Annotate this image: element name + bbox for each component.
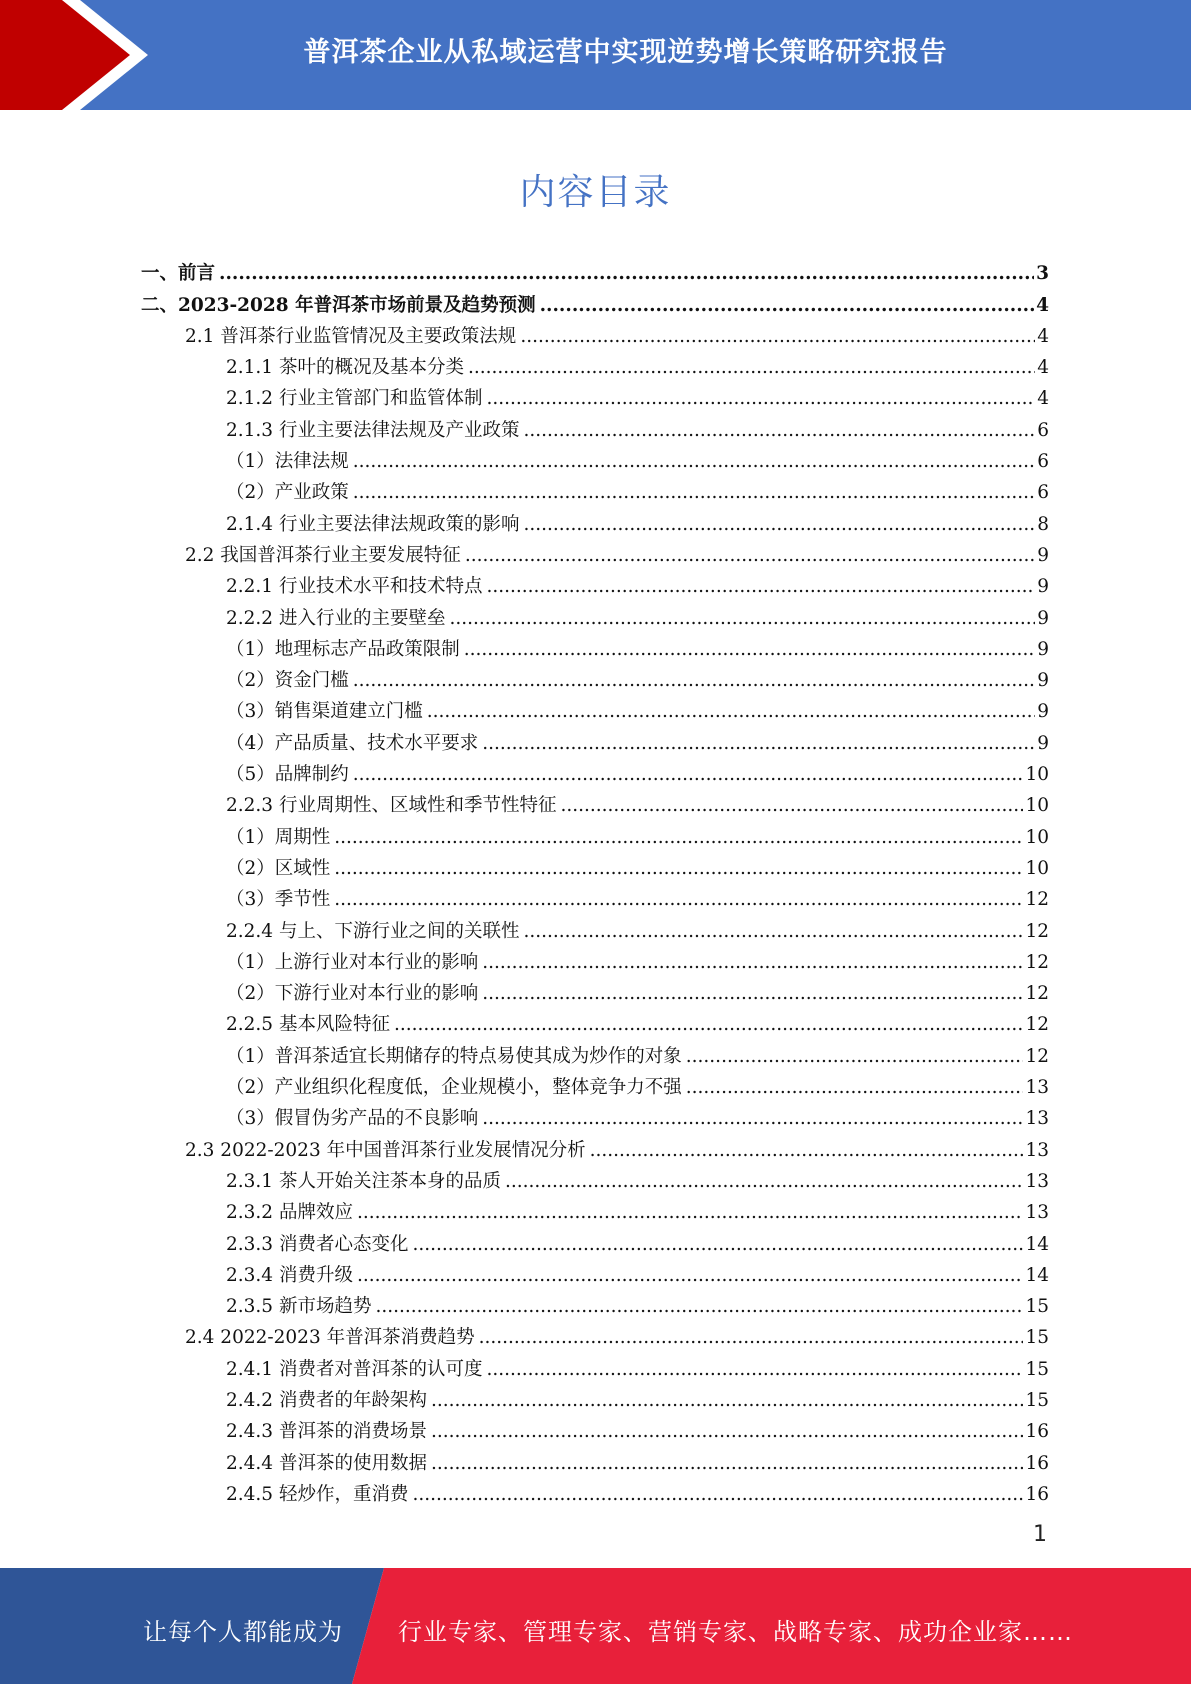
toc-entry[interactable]: [141, 1224, 1049, 1255]
toc-dot-leader: [394, 1014, 1023, 1036]
toc-entry-page: 13: [1025, 1108, 1049, 1130]
toc-entry[interactable]: [141, 1036, 1049, 1067]
toc-entry-page: 14: [1025, 1264, 1049, 1286]
toc-entry-page: 13: [1025, 1202, 1049, 1224]
toc-entry[interactable]: [141, 598, 1049, 629]
toc-entry-page: 12: [1025, 983, 1049, 1005]
toc-entry-label: （2）产业组织化程度低，企业规模小，整体竞争力不强: [226, 1077, 682, 1099]
toc-dot-leader: [334, 827, 1023, 849]
toc-entry-page: 12: [1025, 1045, 1049, 1067]
report-header-banner: [0, 0, 1191, 110]
toc-entry[interactable]: [141, 567, 1049, 598]
toc-entry-label: 2.2 我国普洱茶行业主要发展特征: [185, 544, 461, 566]
toc-dot-leader: [449, 608, 1035, 630]
toc-entry[interactable]: [141, 661, 1049, 692]
toc-dot-leader: [479, 1327, 1024, 1349]
toc-entry-page: 13: [1025, 1077, 1049, 1099]
toc-entry-label: 2.1.3 行业主要法律法规及产业政策: [226, 419, 520, 441]
toc-entry[interactable]: [141, 1099, 1049, 1130]
toc-entry[interactable]: [141, 911, 1049, 942]
toc-entry[interactable]: [141, 1412, 1049, 1443]
toc-entry[interactable]: [141, 285, 1049, 316]
toc-entry-label: 2.4.2 消费者的年龄架构: [226, 1389, 427, 1411]
toc-entry-page: 3: [1036, 263, 1049, 285]
toc-dot-leader: [219, 263, 1034, 285]
toc-entry-label: （3）假冒伪劣产品的不良影响: [226, 1108, 479, 1130]
toc-entry[interactable]: [141, 1193, 1049, 1224]
toc-entry-page: 16: [1025, 1452, 1049, 1474]
toc-entry-page: 12: [1025, 1014, 1049, 1036]
toc-dot-leader: [520, 326, 1035, 348]
toc-entry[interactable]: [141, 817, 1049, 848]
toc-entry-label: 2.1.1 茶叶的概况及基本分类: [226, 357, 464, 379]
toc-entry-label: 2.4 2022-2023 年普洱茶消费趋势: [185, 1327, 475, 1349]
toc-entry-label: （1）周期性: [226, 826, 331, 848]
toc-entry-page: 9: [1037, 638, 1049, 660]
toc-entry-label: 2.3.3 消费者心态变化: [226, 1233, 409, 1255]
header-chevron-graphic: [0, 0, 160, 110]
toc-entry-label: 2.1.4 行业主要法律法规政策的影响: [226, 513, 520, 535]
toc-entry-page: 9: [1037, 576, 1049, 598]
toc-entry-page: 15: [1025, 1327, 1049, 1349]
toc-dot-leader: [431, 1421, 1023, 1443]
toc-entry-label: （2）资金门槛: [226, 670, 349, 692]
toc-entry-page: 15: [1025, 1358, 1049, 1380]
toc-entry-label: （1）地理标志产品政策限制: [226, 638, 460, 660]
toc-entry-label: 2.2.3 行业周期性、区域性和季节性特征: [226, 795, 557, 817]
toc-entry-label: 2.3.5 新市场趋势: [226, 1296, 372, 1318]
page-number: 1: [1033, 1522, 1047, 1547]
toc-dot-leader: [686, 1046, 1024, 1068]
toc-entry-label: （4）产品质量、技术水平要求: [226, 732, 479, 754]
toc-dot-leader: [464, 639, 1035, 661]
toc-entry-page: 4: [1037, 357, 1049, 379]
toc-entry[interactable]: [141, 723, 1049, 754]
toc-entry[interactable]: [141, 755, 1049, 786]
toc-entry-label: 2.4.3 普洱茶的消费场景: [226, 1421, 427, 1443]
toc-entry-page: 12: [1025, 889, 1049, 911]
toc-entry-page: 12: [1025, 951, 1049, 973]
toc-entry-page: 16: [1025, 1421, 1049, 1443]
toc-dot-leader: [482, 1108, 1023, 1130]
toc-dot-leader: [353, 451, 1035, 473]
toc-entry-page: 9: [1037, 701, 1049, 723]
toc-entry-page: 6: [1037, 419, 1049, 441]
toc-dot-leader: [427, 701, 1035, 723]
toc-entry-page: 6: [1037, 482, 1049, 504]
toc-entry-label: （2）下游行业对本行业的影响: [226, 983, 479, 1005]
footer-slogan-right: 行业专家、管理专家、营销专家、战略专家、成功企业家……: [398, 1618, 1073, 1646]
toc-dot-leader: [523, 514, 1035, 536]
toc-entry[interactable]: [141, 1475, 1049, 1506]
toc-dot-leader: [431, 1390, 1023, 1412]
toc-entry[interactable]: [141, 1349, 1049, 1380]
toc-entry-page: 13: [1025, 1170, 1049, 1192]
toc-entry-label: 2.3.4 消费升级: [226, 1264, 353, 1286]
toc-dot-leader: [482, 983, 1023, 1005]
toc-entry-page: 10: [1025, 795, 1049, 817]
toc-entry-label: 2.4.5 轻炒作，重消费: [226, 1483, 409, 1505]
toc-entry[interactable]: [141, 974, 1049, 1005]
toc-dot-leader: [505, 1171, 1023, 1193]
toc-entry-label: 2.1.2 行业主管部门和监管体制: [226, 388, 483, 410]
toc-dot-leader: [353, 764, 1024, 786]
toc-entry-page: 15: [1025, 1389, 1049, 1411]
toc-entry-page: 9: [1037, 732, 1049, 754]
toc-entry-page: 9: [1037, 544, 1049, 566]
toc-dot-leader: [431, 1453, 1023, 1475]
toc-dot-leader: [334, 889, 1023, 911]
toc-dot-leader: [412, 1484, 1023, 1506]
toc-dot-leader: [486, 576, 1035, 598]
toc-entry-page: 15: [1025, 1296, 1049, 1318]
toc-entry[interactable]: [141, 1162, 1049, 1193]
toc-heading: 内容目录: [519, 172, 672, 213]
toc-entry[interactable]: [141, 1287, 1049, 1318]
toc-entry-label: （2）区域性: [226, 857, 331, 879]
toc-entry-page: 9: [1037, 670, 1049, 692]
toc-entry[interactable]: [141, 1068, 1049, 1099]
toc-entry-label: 2.2.4 与上、下游行业之间的关联性: [226, 920, 520, 942]
toc-dot-leader: [375, 1296, 1023, 1318]
toc-dot-leader: [353, 670, 1035, 692]
toc-entry[interactable]: [141, 692, 1049, 723]
toc-dot-leader: [486, 1359, 1023, 1381]
report-title: 普洱茶企业从私域运营中实现逆势增长策略研究报告: [303, 37, 948, 68]
toc-entry-page: 4: [1037, 325, 1049, 347]
toc-entry-label: （1）上游行业对本行业的影响: [226, 951, 479, 973]
toc-entry-label: 2.3 2022-2023 年中国普洱茶行业发展情况分析: [185, 1139, 586, 1161]
toc-dot-leader: [482, 952, 1023, 974]
toc-entry-label: 2.4.4 普洱茶的使用数据: [226, 1452, 427, 1474]
toc-dot-leader: [590, 1140, 1024, 1162]
toc-entry[interactable]: [141, 348, 1049, 379]
toc-entry-page: 6: [1037, 451, 1049, 473]
toc-entry-page: 8: [1037, 513, 1049, 535]
toc-dot-leader: [482, 733, 1035, 755]
toc-entry-label: （5）品牌制约: [226, 764, 349, 786]
toc-entry-page: 10: [1025, 857, 1049, 879]
toc-entry[interactable]: [141, 849, 1049, 880]
toc-entry-page: 9: [1037, 607, 1049, 629]
toc-dot-leader: [523, 420, 1035, 442]
toc-entry[interactable]: [141, 1005, 1049, 1036]
toc-entry-page: 10: [1025, 826, 1049, 848]
toc-entry[interactable]: [141, 943, 1049, 974]
toc-dot-leader: [412, 1234, 1023, 1256]
toc-entry-page: 13: [1025, 1139, 1049, 1161]
toc-entry[interactable]: [141, 442, 1049, 473]
toc-entry[interactable]: [141, 1256, 1049, 1287]
toc-entry-label: （1）法律法规: [226, 451, 349, 473]
toc-entry[interactable]: [141, 536, 1049, 567]
toc-dot-leader: [486, 388, 1035, 410]
toc-entry[interactable]: [141, 317, 1049, 348]
toc-entry-label: 一、前言: [141, 263, 216, 285]
toc-entry-label: 2.1 普洱茶行业监管情况及主要政策法规: [185, 325, 517, 347]
toc-dot-leader: [468, 357, 1035, 379]
toc-entry-label: 2.2.5 基本风险特征: [226, 1014, 390, 1036]
toc-entry[interactable]: [141, 410, 1049, 441]
toc-entry[interactable]: [141, 504, 1049, 535]
toc-dot-leader: [523, 921, 1023, 943]
toc-dot-leader: [357, 1265, 1024, 1287]
toc-entry-label: 2.2.2 进入行业的主要壁垒: [226, 607, 446, 629]
toc-entry-label: （3）季节性: [226, 889, 331, 911]
toc-dot-leader: [540, 295, 1035, 317]
toc-entry-label: 2.4.1 消费者对普洱茶的认可度: [226, 1358, 483, 1380]
toc-entry-label: （3）销售渠道建立门槛: [226, 701, 423, 723]
toc-entry[interactable]: [141, 473, 1049, 504]
toc-entry-label: 二、2023-2028 年普洱茶市场前景及趋势预测: [141, 294, 536, 316]
toc-entry[interactable]: [141, 1381, 1049, 1412]
toc-entry-label: 2.3.2 品牌效应: [226, 1202, 353, 1224]
toc-entry[interactable]: [141, 786, 1049, 817]
footer-banner: [0, 1568, 1191, 1684]
toc-entry[interactable]: [141, 379, 1049, 410]
toc-dot-leader: [465, 545, 1035, 567]
toc-entry-label: （2）产业政策: [226, 482, 349, 504]
toc-entry[interactable]: [141, 1318, 1049, 1349]
toc-dot-leader: [560, 795, 1023, 817]
toc-entry-page: 4: [1037, 388, 1049, 410]
table-of-contents: [141, 254, 1049, 1506]
footer-slogan-left: 让每个人都能成为: [143, 1618, 343, 1646]
toc-entry-page: 4: [1036, 294, 1049, 316]
toc-entry-page: 14: [1025, 1233, 1049, 1255]
toc-dot-leader: [353, 482, 1035, 504]
toc-dot-leader: [357, 1202, 1024, 1224]
toc-entry-page: 12: [1025, 920, 1049, 942]
toc-entry-page: 16: [1025, 1483, 1049, 1505]
toc-entry[interactable]: [141, 880, 1049, 911]
toc-entry[interactable]: [141, 1443, 1049, 1474]
toc-dot-leader: [334, 858, 1023, 880]
toc-entry-page: 10: [1025, 764, 1049, 786]
toc-entry-label: （1）普洱茶适宜长期储存的特点易使其成为炒作的对象: [226, 1045, 682, 1067]
toc-dot-leader: [686, 1077, 1024, 1099]
toc-entry[interactable]: [141, 630, 1049, 661]
toc-entry[interactable]: [141, 1130, 1049, 1161]
toc-entry[interactable]: [141, 254, 1049, 285]
toc-entry-label: 2.3.1 茶人开始关注茶本身的品质: [226, 1170, 501, 1192]
toc-entry-label: 2.2.1 行业技术水平和技术特点: [226, 576, 483, 598]
